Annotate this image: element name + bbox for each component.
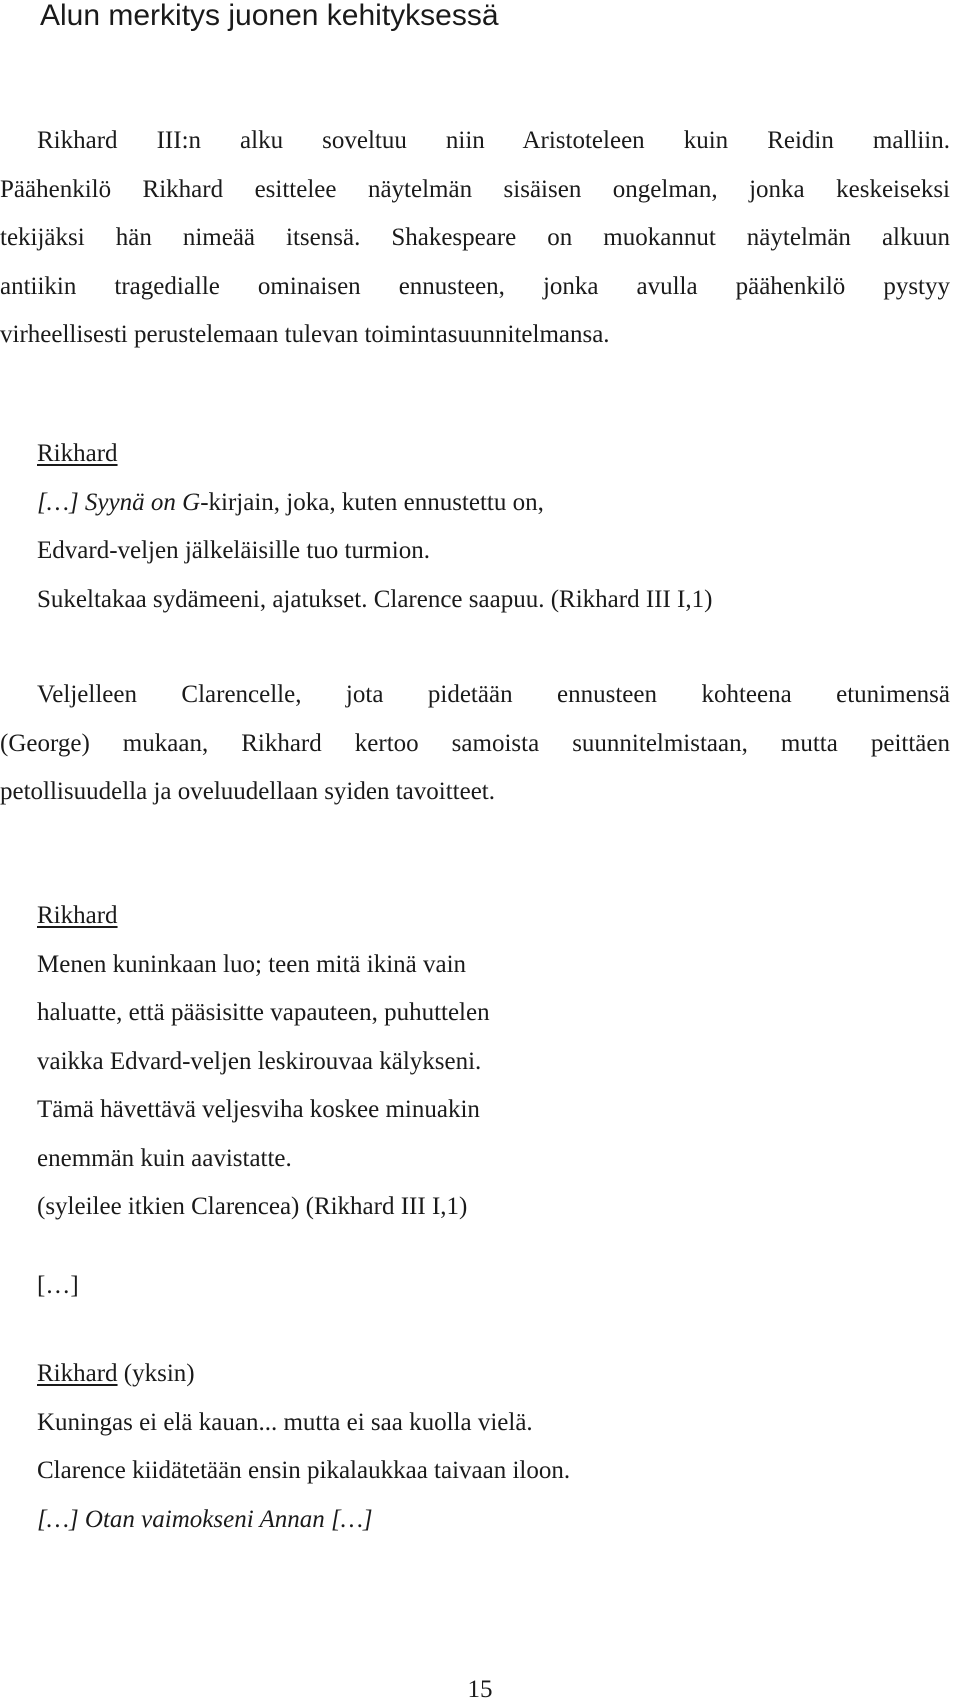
paragraph-line: tekijäksi hän nimeää itsensä. Shakespeare on muokannut näytelmän alkuun [0, 224, 950, 251]
speaker-note: (yksin) [117, 1360, 195, 1387]
page-number: 15 [467, 1676, 493, 1703]
quote-italic-line: […] Otan vaimokseni Annan […] [37, 1505, 373, 1533]
speaker-name: Rikhard [37, 440, 118, 467]
paragraph-line: petollisuudella ja oveluudellaan syiden tavoitteet. [0, 778, 495, 805]
section-heading: Alun merkitys juonen kehityksessä [40, 0, 499, 32]
quote-line: Kuningas ei elä kauan... mutta ei saa kuolla vielä. [37, 1408, 533, 1436]
quote-line: Clarence kiidätetään ensin pikalaukkaa taivaan iloon. [37, 1457, 571, 1484]
quote-line: enemmän kuin aavistatte. [37, 1144, 292, 1172]
quote-line: Edvard-veljen jälkeläisille tuo turmion. [37, 537, 430, 564]
quote-block-3 [37, 1350, 570, 1544]
paragraph-line: Veljelleen Clarencelle, jota pidetään ennusteen kohteena etunimensä [37, 681, 950, 708]
body-paragraph-1 [0, 117, 950, 360]
quote-block-2 [37, 892, 490, 1232]
quote-line: (syleilee itkien Clarencea) (Rikhard III I,1) [37, 1193, 468, 1220]
quote-line: Sukeltakaa sydämeeni, ajatukset. Clarence saapuu. (Rikhard III I,1) [37, 585, 713, 613]
speaker-line [37, 1350, 570, 1399]
speaker-name: Rikhard [37, 902, 118, 929]
paragraph-line: virheellisesti perustelemaan tulevan toimintasuunnitelmansa. [0, 321, 610, 348]
quote-line: haluatte, että pääsisitte vapauteen, puhuttelen [37, 999, 490, 1026]
paragraph-line: Päähenkilö Rikhard esittelee näytelmän sisäisen ongelman, jonka keskeiseksi [0, 175, 950, 203]
quote-block-1 [37, 430, 712, 624]
body-paragraph-2 [0, 671, 950, 817]
speaker-name: Rikhard [37, 1360, 118, 1387]
quote-line: Tämä hävettävä veljesviha koskee minuakin [37, 1096, 480, 1123]
paragraph-line: Rikhard III:n alku soveltuu niin Aristoteleen kuin Reidin malliin. [37, 127, 950, 154]
quote-line: vaikka Edvard-veljen leskirouvaa kälykseni. [37, 1047, 482, 1075]
quote-line [37, 479, 712, 528]
paragraph-line: (George) mukaan, Rikhard kertoo samoista suunnitelmistaan, mutta peittäen [0, 729, 950, 757]
paragraph-line: antiikin tragedialle ominaisen ennusteen, jonka avulla päähenkilö pystyy [0, 272, 950, 300]
quote-italic-text: […] Syynä on G [37, 488, 201, 516]
quote-line: Menen kuninkaan luo; teen mitä ikinä vain [37, 950, 467, 978]
omission-marker: […] [37, 1272, 79, 1299]
quote-text: -kirjain, joka, kuten ennustettu on, [200, 488, 544, 516]
